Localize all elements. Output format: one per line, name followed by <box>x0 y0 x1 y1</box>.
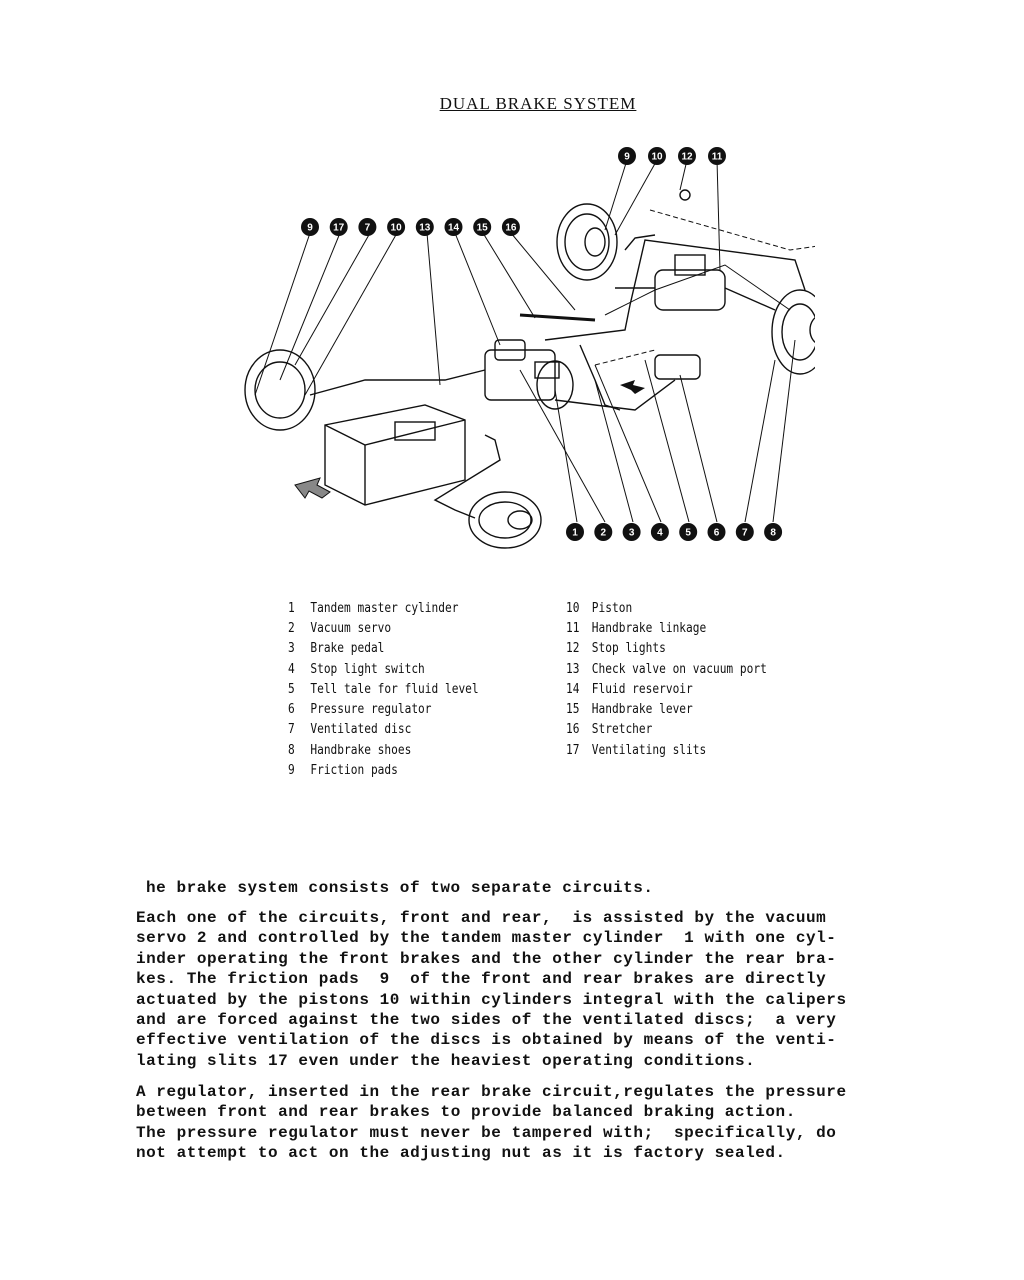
text-line: servo 2 and controlled by the tandem master cylinder 1 with one cyl- <box>136 929 837 948</box>
legend-number: 17 <box>566 742 580 758</box>
pressure-regulator <box>655 355 700 379</box>
legend-item <box>566 639 767 659</box>
legend-number: 3 <box>288 641 295 657</box>
callouts-top-right <box>618 147 726 165</box>
paragraph-regulator <box>136 1082 942 1164</box>
brake-system-diagram <box>235 140 815 560</box>
legend-item <box>566 618 767 638</box>
paragraph-intro <box>146 878 952 898</box>
legend-item <box>566 699 767 719</box>
text-line: he brake system consists of two separate circuits. <box>146 879 654 897</box>
legend-number: 16 <box>566 722 580 738</box>
legend-right-column <box>566 598 800 760</box>
callout-number: 2 <box>600 527 607 539</box>
legend-label: Stop light switch <box>310 661 425 677</box>
rear-right-disc <box>557 204 617 280</box>
legend-item <box>288 639 479 659</box>
legend-label: Handbrake shoes <box>310 742 412 758</box>
legend-label: Brake pedal <box>310 641 385 657</box>
legend-label: Stretcher <box>591 722 653 738</box>
legend-label: Piston <box>591 600 633 616</box>
text-line: actuated by the pistons 10 within cylinders integral with the calipers <box>136 990 847 1009</box>
legend-label: Handbrake lever <box>591 702 693 718</box>
paragraph-circuits <box>136 908 942 1071</box>
legend-left-column <box>288 598 510 781</box>
legend-number: 13 <box>566 661 580 677</box>
legend-item <box>288 659 479 679</box>
callout-number: 12 <box>681 151 693 163</box>
legend-item <box>566 679 767 699</box>
legend-item <box>288 598 479 618</box>
legend-label: Tandem master cylinder <box>310 600 459 616</box>
legend-item <box>288 760 479 780</box>
legend-number: 7 <box>288 722 295 738</box>
legend-label: Pressure regulator <box>310 702 432 718</box>
front-left-disc <box>245 350 315 430</box>
front-right-disc <box>469 492 541 548</box>
text-line: not attempt to act on the adjusting nut as it is factory sealed. <box>136 1144 786 1163</box>
legend-label: Friction pads <box>310 763 398 779</box>
legend-label: Vacuum servo <box>310 620 392 636</box>
page-title: DUAL BRAKE SYSTEM <box>439 94 637 113</box>
callout-number: 14 <box>447 222 460 234</box>
callout-number: 9 <box>307 222 313 234</box>
callout-number: 7 <box>364 222 371 234</box>
text-line: Each one of the circuits, front and rear, is assisted by the vacuum <box>136 909 827 927</box>
callout-number: 7 <box>742 527 748 539</box>
legend-number: 5 <box>288 681 295 697</box>
callout-number: 10 <box>651 151 663 163</box>
callout-number: 3 <box>628 527 635 539</box>
legend-number: 6 <box>288 702 295 718</box>
legend-item <box>566 740 767 760</box>
handbrake-lever <box>520 315 595 320</box>
legend-number: 10 <box>566 600 580 616</box>
legend-item <box>288 679 479 699</box>
legend-number: 1 <box>288 600 295 616</box>
legend-label: Fluid reservoir <box>591 681 693 697</box>
text-line: between front and rear brakes to provide balanced braking action. <box>136 1103 796 1122</box>
legend-number: 11 <box>566 620 580 636</box>
legend-label: Tell tale for fluid level <box>310 681 479 697</box>
direction-arrow-pedal <box>620 380 645 394</box>
engine-block <box>325 405 465 505</box>
legend-label: Ventilating slits <box>591 742 707 758</box>
text-line: The pressure regulator must never be tampered with; specifically, do <box>136 1123 837 1142</box>
callout-number: 5 <box>685 527 691 539</box>
text-line: lating slits 17 even under the heaviest operating conditions. <box>136 1051 756 1070</box>
legend-number: 14 <box>566 681 580 697</box>
legend-item <box>566 659 767 679</box>
legend-label: Handbrake linkage <box>591 620 707 636</box>
legend-number: 2 <box>288 620 295 636</box>
differential <box>655 270 725 310</box>
legend-item <box>288 740 479 760</box>
text-line: effective ventilation of the discs is obtained by means of the venti- <box>136 1031 837 1050</box>
legend-number: 12 <box>566 641 580 657</box>
callout-number: 16 <box>505 222 517 234</box>
callout-number: 10 <box>390 222 402 234</box>
callout-number: 17 <box>333 222 345 234</box>
legend-item <box>566 598 767 618</box>
legend-label: Stop lights <box>591 641 666 657</box>
legend-number: 8 <box>288 742 295 758</box>
master-cylinder-servo <box>485 340 573 409</box>
callouts-top-left <box>301 218 520 236</box>
stop-light-left <box>680 190 690 200</box>
callout-number: 4 <box>657 527 663 539</box>
legend-label: Ventilated disc <box>310 722 412 738</box>
text-line: kes. The friction pads 9 of the front and rear brakes are directly <box>136 970 827 989</box>
callout-number: 8 <box>770 527 776 539</box>
text-line: inder operating the front brakes and the other cylinder the rear bra- <box>136 949 837 968</box>
legend-item <box>288 720 479 740</box>
callout-number: 1 <box>572 527 578 539</box>
callout-number: 11 <box>711 151 723 163</box>
legend-label: Check valve on vacuum port <box>591 661 767 677</box>
text-line: A regulator, inserted in the rear brake circuit,regulates the pressure <box>136 1083 847 1101</box>
legend-number: 4 <box>288 661 295 677</box>
legend-number: 9 <box>288 763 295 779</box>
legend-item <box>288 618 479 638</box>
callouts-bottom <box>566 523 782 541</box>
legend-number: 15 <box>566 702 580 718</box>
legend-item <box>288 699 479 719</box>
callout-number: 13 <box>419 222 431 234</box>
callout-number: 9 <box>624 151 630 163</box>
legend-item <box>566 720 767 740</box>
text-line: and are forced against the two sides of the ventilated discs; a very <box>136 1011 837 1030</box>
callout-number: 15 <box>476 222 488 234</box>
callout-number: 6 <box>713 527 720 539</box>
